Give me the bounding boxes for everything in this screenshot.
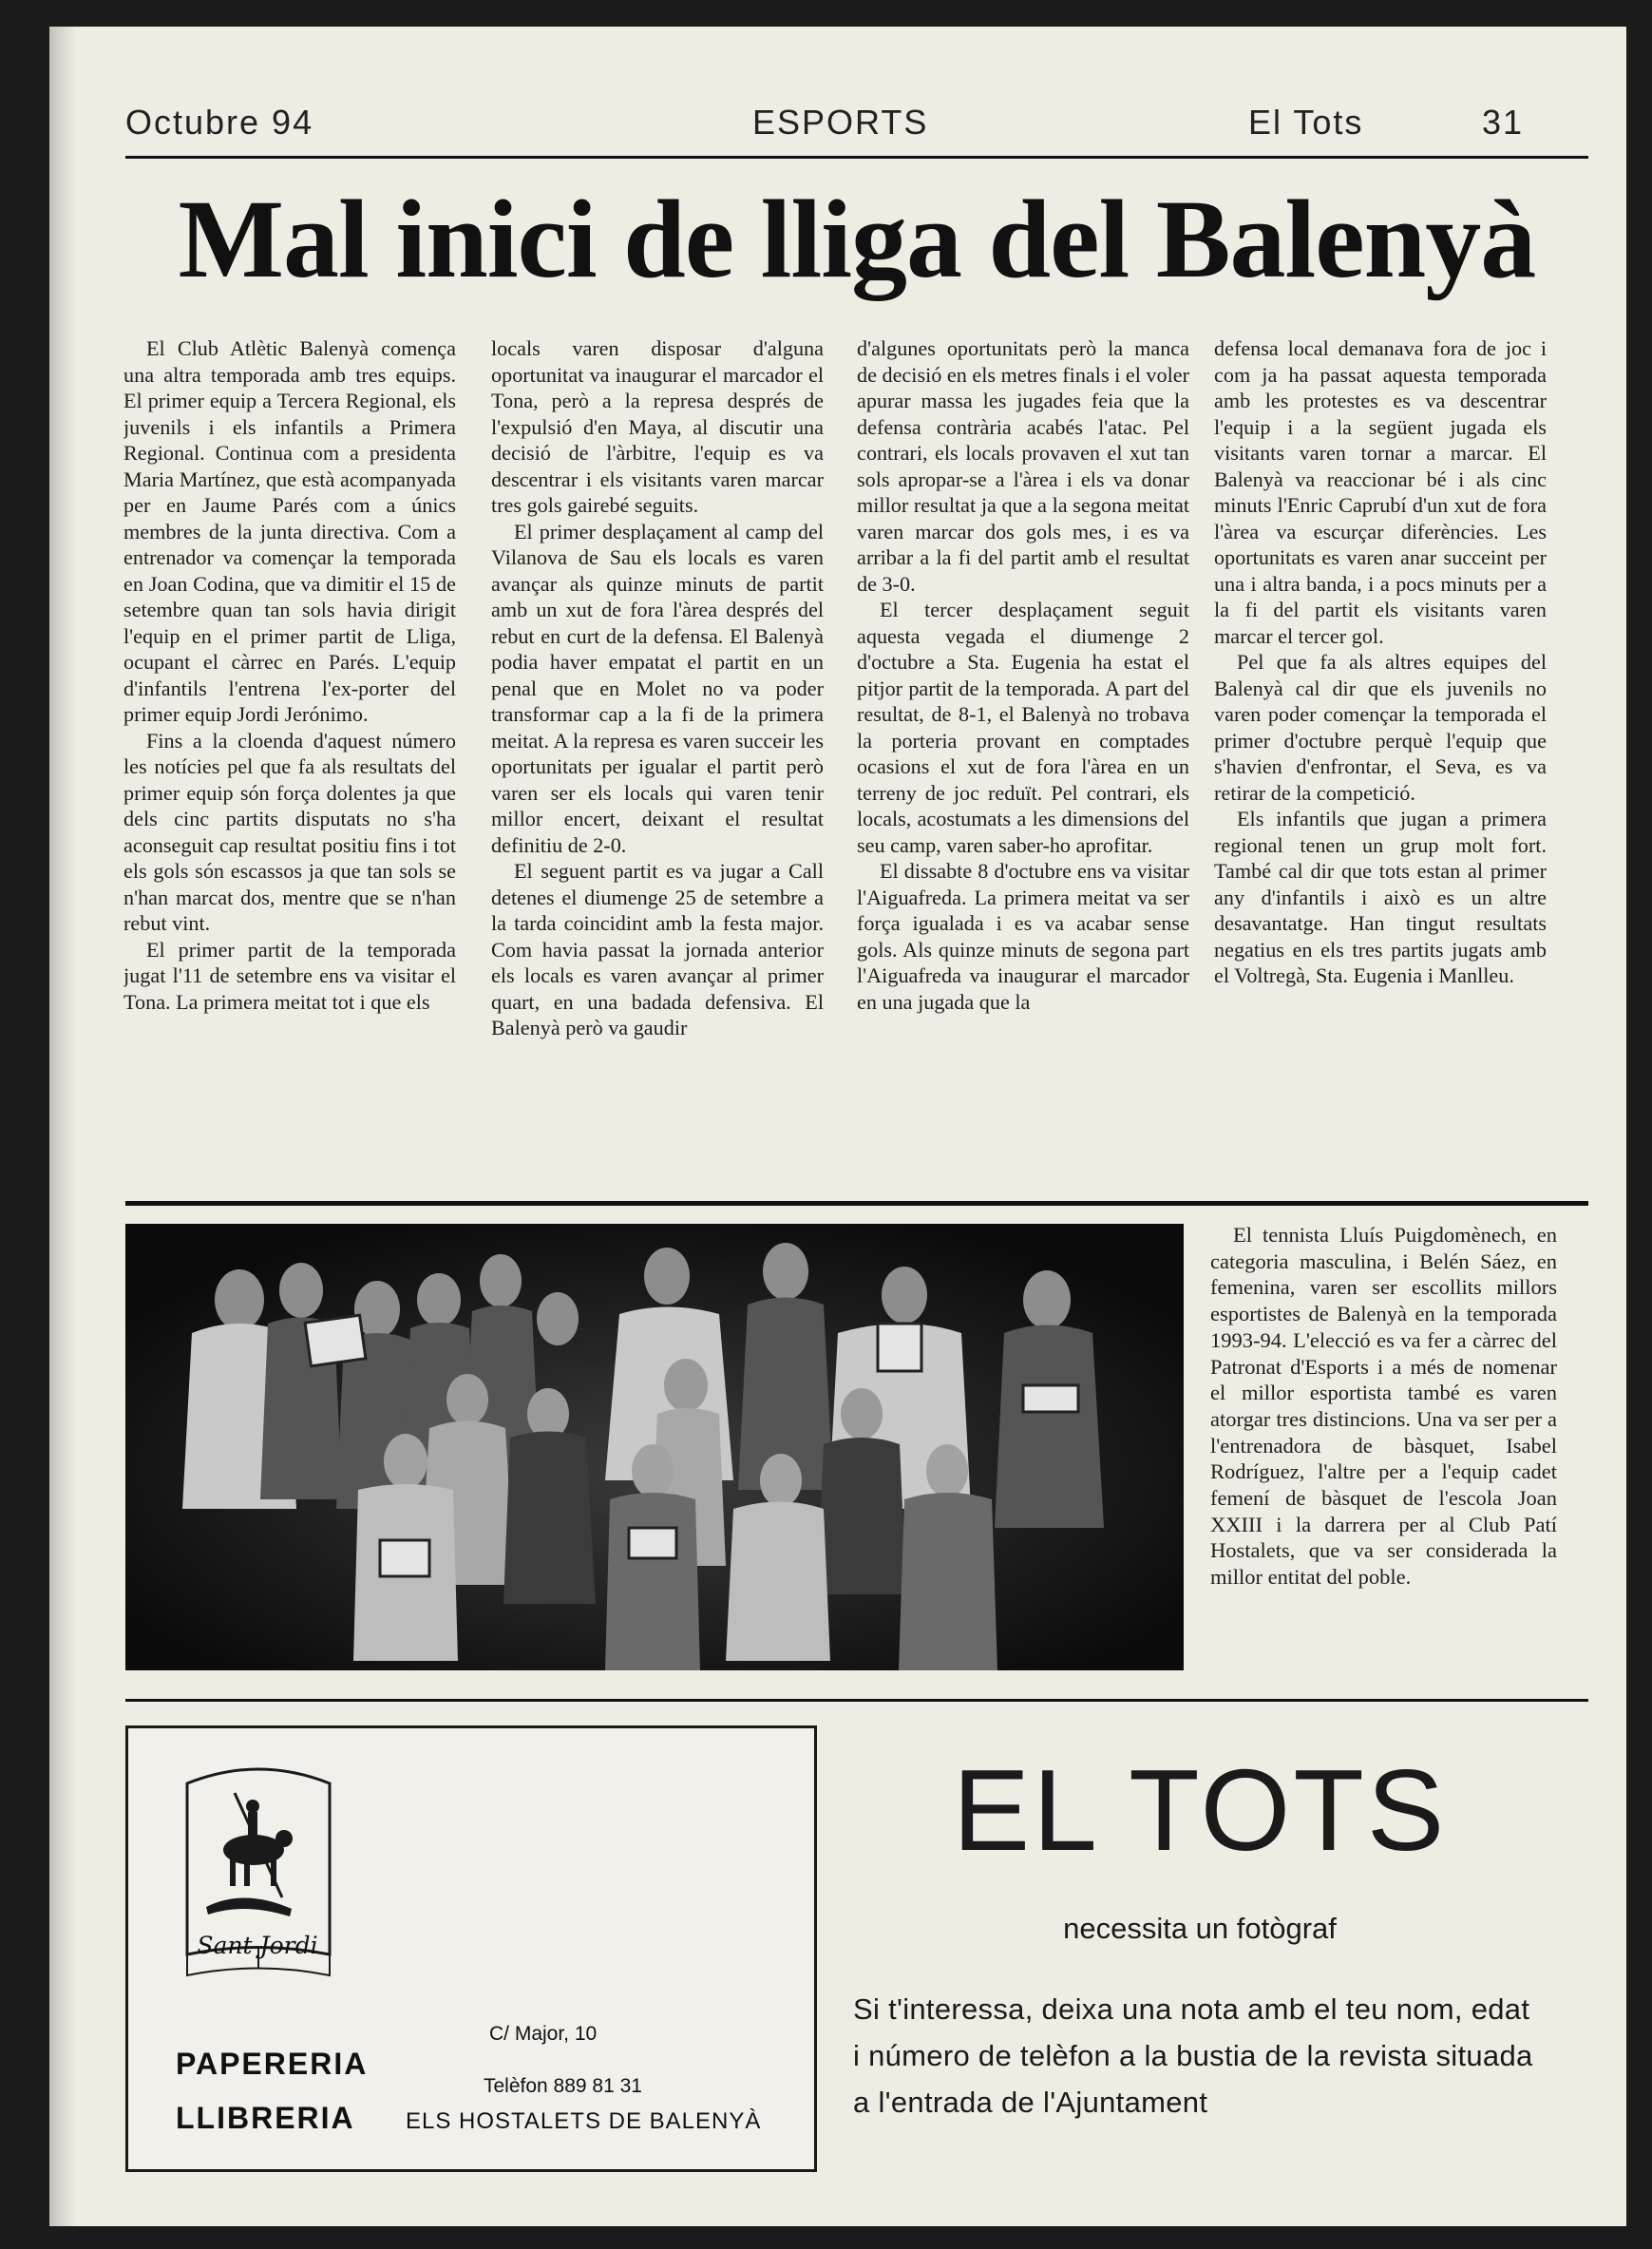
- paragraph: Els infantils que jugan a primera regional tenen un grup molt fort. També cal dir que tots estan al primer any d'infantils i això es un altre desavantatge. Han tingut resultats negatius en els tres partits jugats amb el Voltregà, Sta. Eugenia i Manlleu.: [1214, 807, 1547, 987]
- article-column-3: [857, 335, 1189, 1181]
- paragraph: El Club Atlètic Balenyà comença una altra temporada amb tres equips. El primer equip a Tercera Regional, els juvenils i els infantils a Primera Regional. Continua com a presidenta Maria Martínez, que està acompanyada per en Jaume Parés com a únics membres de la junta directiva. Com a entrenador va començar la temporada en Joan Codina, que va dimitir el 15 de setembre quan tan sols havia dirigit l'equip en el primer partit de Lliga, ocupant el càrrec en Parés. L'equip d'infantils l'entrena l'ex-porter del primer equip Jordi Jerónimo.: [123, 336, 456, 726]
- paragraph: defensa local demanava fora de joc i com ja ha passat aquesta temporada amb les protestes es va descentrar l'equip i a la següent jugada els visitants varen tornar a marcar. El Balenyà va reaccionar bé i als cinc minuts l'Enric Caprubí d'un xut de fora l'àrea va escurçar diferències. Les oportunitats es varen anar succeint per una i altra banda, i a pocs minuts per a la fi del partit els visitants varen marcar el tercer gol.: [1214, 336, 1547, 648]
- shop-phone: Telèfon 889 81 31: [484, 2075, 642, 2097]
- paragraph: El seguent partit es va jugar a Call detenes el diumenge 25 de setembre a la tarda coincidint amb la festa major. Com havia passat la jornada anterior els locals es varen avançar al primer quart, en una badada defensiva. El Balenyà però va gaudir: [491, 859, 824, 1039]
- notice-body: Si t'interessa, deixa una nota amb el teu nom, edat i número de telèfon a la bustia de la revista situada a l'entrada de l'Ajuntament: [853, 1992, 1533, 2119]
- paragraph: El primer desplaçament al camp del Vilanova de Sau els locals es varen avançar als quinze minuts de partit amb un xut de fora l'àrea després del rebut en curt de la defensa. El Balenyà podia haver empatat el partit en un penal que en Molet no va poder transformar cap a la fi de la primera meitat. A la represa es varen succeir les oportunitats per igualar el partit però varen ser els locals qui varen tenir millor encert, deixant el resultat definitiu de 2-0.: [491, 519, 824, 857]
- page-number: 31: [1482, 103, 1525, 142]
- photographer-wanted-notice: [853, 1725, 1602, 2172]
- paragraph: El dissabte 8 d'octubre ens va visitar l'Aiguafreda. La primera meitat va ser força igualada i es va acabar sense gols. Als quinze minuts de segona part l'Aiguafreda va inaugurar el marcador en una jugada que la: [857, 859, 1189, 1014]
- notice-subtitle: necessita un fotògraf: [1063, 1912, 1337, 1945]
- paragraph: El primer partit de la temporada jugat l'11 de setembre ens va visitar el Tona. La primera meitat tot i que els: [123, 937, 456, 1014]
- publication-name: El Tots: [1248, 103, 1364, 142]
- shop-type-bookshop: LLIBRERIA: [176, 2101, 355, 2135]
- paragraph: locals varen disposar d'alguna oportunitat va inaugurar el marcador el Tona, però a la represa després de l'expulsió d'en Maya, al discutir una decisió de l'àrbitre, l'equip es va descentrar i els visitants varen marcar tres gols gairebé seguits.: [491, 336, 824, 517]
- paragraph: Pel que fa als altres equipes del Balenyà cal dir que els juvenils no varen poder començar la temporada el primer d'octubre perquè l'equip que s'havien d'enfrontar, el Seva, es va retirar de la competició.: [1214, 650, 1547, 805]
- group-photo: [125, 1224, 1184, 1670]
- magazine-page: [49, 27, 1626, 2226]
- paragraph: d'algunes oportunitats però la manca de decisió en els metres finals i el voler apurar massa les jugades feia que la defensa contrària acabés l'atac. Pel contrari, els locals provaven el xut tan sols apropar-se a l'àrea i els va donar millor resultat ja que a la segona meitat varen marcar dos gols mes, i es va arribar a la fi del partit amb el resultat de 3-0.: [857, 336, 1189, 596]
- section-rule-bottom: [125, 1699, 1588, 1702]
- bookshop-advert: [125, 1725, 817, 2172]
- shop-type-stationery: PAPERERIA: [176, 2047, 369, 2081]
- emblem-caption: Sant Jordi: [197, 1932, 318, 1959]
- article-headline: Mal inici de lliga del Balenyà: [178, 177, 1536, 301]
- group-photo-image: [125, 1224, 1184, 1670]
- article-column-4: [1214, 335, 1547, 1181]
- paragraph: Fins a la cloenda d'aquest número les notícies pel que fa als resultats del primer equip són força dolentes ja que dels cinc partits disputats no s'ha aconseguit cap resultat positiu fins i tot els gols són escassos ja que tan sols se n'han marcat dos, mentre que se n'han rebut vint.: [123, 728, 456, 935]
- photo-caption: [1210, 1222, 1557, 1591]
- shop-address: C/ Major, 10: [489, 2023, 598, 2045]
- issue-date: Octubre 94: [125, 103, 314, 142]
- article-column-1: [123, 335, 456, 1181]
- article-column-2: [491, 335, 824, 1181]
- notice-title: EL TOTS: [952, 1745, 1448, 1875]
- shop-town: ELS HOSTALETS DE BALENYÀ: [406, 2108, 762, 2134]
- paragraph: El tercer desplaçament seguit aquesta vegada el diumenge 2 d'octubre a Sta. Eugenia ha estat el pitjor partit de la temporada. A part del resultat, de 8-1, el Balenyà no trobava la porteria provant en comptades ocasions el xut de fora l'àrea en un terreny de joc reduït. Pel contrari, els locals, acostumats a les dimensions del seu camp, varen saber-ho aprofitar.: [857, 598, 1189, 857]
- section-name: ESPORTS: [752, 103, 929, 142]
- section-rule-top: [125, 1201, 1588, 1206]
- caption-text: El tennista Lluís Puigdomènech, en categoria masculina, i Belén Sáez, en femenina, varen ser escollits millors esportistes de Balenyà en la temporada 1993-94. L'elecció es va fer a càrrec del Patronat d'Esports i a més de nomenar el millor esportista també es varen atorgar tres distincions. Una va ser per a l'entrenadora de bàsquet, Isabel Rodríguez, l'altre per a l'equip cadet femení de bàsquet de l'escola Joan XXIII i la darrera per al Club Patí Hostalets, que va ser considerada la millor entitat del poble.: [1210, 1223, 1557, 1590]
- header-rule: [125, 156, 1588, 159]
